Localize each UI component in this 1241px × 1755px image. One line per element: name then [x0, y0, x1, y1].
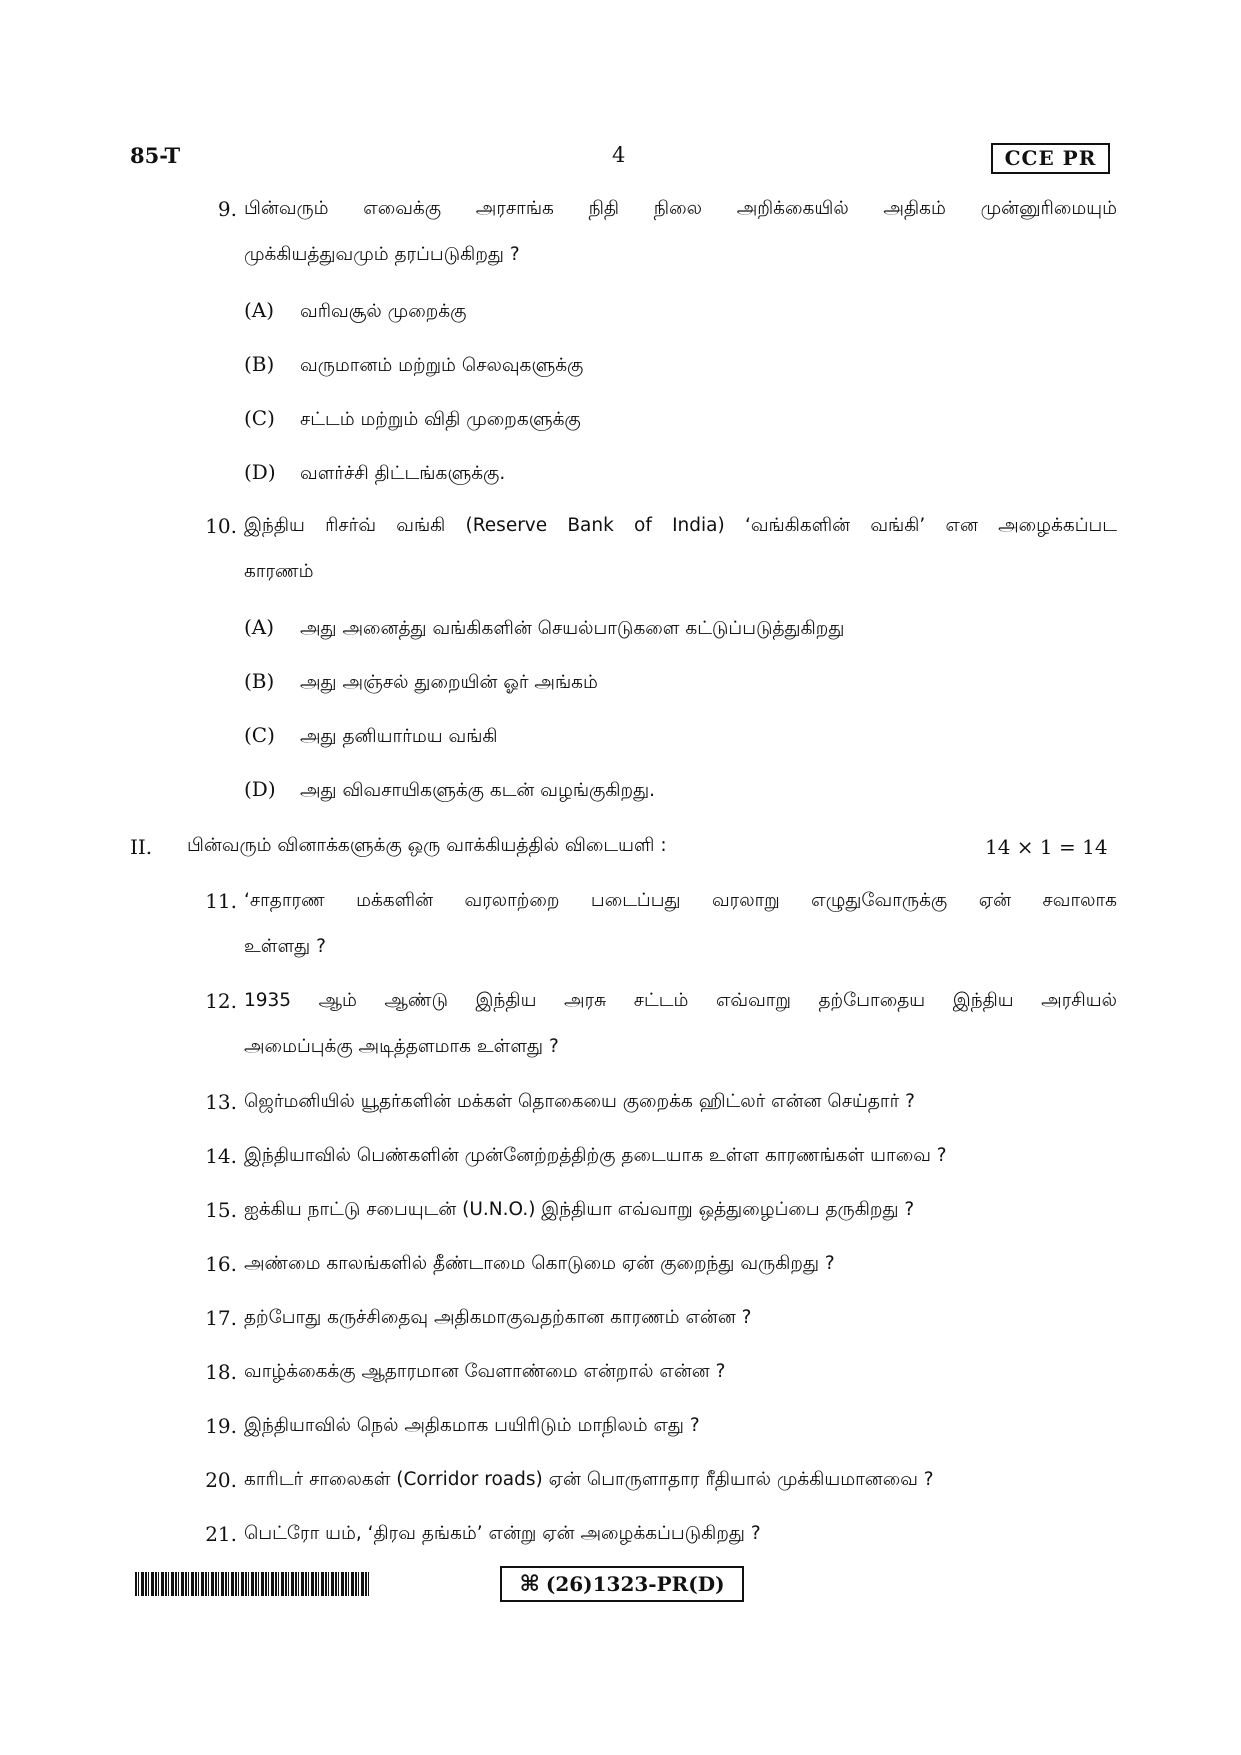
option-text: சட்டம் மற்றும் விதி முறைகளுக்கு: [300, 409, 581, 430]
question-text-line2: முக்கியத்துவமும் தரப்படுகிறது ?: [244, 244, 520, 265]
question-text: ஜெர்மனியில் யூதர்களின் மக்கள் தொகையை குறைக்க ஹிட்லர் என்ன செய்தார் ?: [244, 1091, 915, 1112]
option-text: வரிவசூல் முறைக்கு: [300, 301, 467, 322]
option-text: வருமானம் மற்றும் செலவுகளுக்கு: [300, 355, 584, 376]
question-number: 20.: [205, 1468, 237, 1492]
question-number: 10.: [205, 514, 237, 538]
question-text: தற்போது கருச்சிதைவு அதிகமாகுவதற்கான காரணம் என்ன ?: [244, 1307, 752, 1328]
option-10c: [244, 723, 498, 749]
option-label: (D): [244, 777, 276, 801]
option-10b: [244, 669, 598, 695]
question-number: 19.: [205, 1414, 237, 1438]
section-numeral: II.: [130, 835, 153, 859]
question-text-line2: உள்ளது ?: [244, 936, 326, 957]
option-10a: [244, 615, 844, 641]
question-text: இந்தியாவில் பெண்களின் முன்னேற்றத்திற்கு தடையாக உள்ள காரணங்கள் யாவை ?: [244, 1145, 947, 1166]
option-label: (C): [244, 723, 275, 747]
paper-badge: CCE PR: [991, 143, 1110, 174]
command-icon: ⌘: [519, 1571, 540, 1597]
question-number: 18.: [205, 1360, 237, 1384]
question-number: 16.: [205, 1252, 237, 1276]
section-marks: 14 × 1 = 14: [985, 835, 1108, 859]
question-number: 9.: [217, 197, 237, 221]
option-text: வளர்ச்சி திட்டங்களுக்கு.: [300, 463, 506, 484]
option-label: (B): [244, 352, 275, 376]
question-text-line2: காரணம்: [244, 561, 314, 582]
barcode-image: [135, 1572, 369, 1596]
question-text: இந்தியாவில் நெல் அதிகமாக பயிரிடும் மாநிலம் எது ?: [244, 1415, 700, 1436]
section-instruction: பின்வரும் வினாக்களுக்கு ஒரு வாக்கியத்தில் விடையளி :: [187, 835, 667, 856]
option-10d: [244, 777, 655, 803]
option-text: அது தனியார்மய வங்கி: [300, 726, 498, 747]
question-text-line1: இந்திய ரிசர்வ் வங்கி (Reserve Bank of India) ‘வங்கிகளின் வங்கி’ என அழைக்கப்பட: [244, 515, 1117, 536]
question-number: 12.: [205, 989, 237, 1013]
option-label: (A): [244, 298, 275, 322]
option-label: (D): [244, 460, 276, 484]
footer-code: (26)1323-PR(D): [545, 1572, 725, 1596]
option-label: (B): [244, 669, 275, 693]
question-number: 17.: [205, 1306, 237, 1330]
question-text-line2: அமைப்புக்கு அடித்தளமாக உள்ளது ?: [244, 1036, 559, 1057]
question-text: வாழ்க்கைக்கு ஆதாரமான வேளாண்மை என்றால் என்ன ?: [244, 1361, 726, 1382]
page-number: 4: [612, 143, 626, 167]
option-label: (C): [244, 406, 275, 430]
option-9b: [244, 352, 583, 378]
question-number: 15.: [205, 1198, 237, 1222]
question-number: 11.: [205, 889, 237, 913]
option-text: அது விவசாயிகளுக்கு கடன் வழங்குகிறது.: [300, 780, 656, 801]
option-text: அது அனைத்து வங்கிகளின் செயல்பாடுகளை கட்டுப்படுத்துகிறது: [300, 618, 845, 639]
question-text: அண்மை காலங்களில் தீண்டாமை கொடுமை ஏன் குறைந்து வருகிறது ?: [244, 1253, 835, 1274]
footer-code-box: [500, 1566, 744, 1602]
option-9d: [244, 460, 505, 486]
question-text-line1: 1935 ஆம் ஆண்டு இந்திய அரசு சட்டம் எவ்வாறு தற்போதைய இந்திய அரசியல்: [244, 990, 1117, 1011]
option-label: (A): [244, 615, 275, 639]
question-text-line1: ‘சாதாரண மக்களின் வரலாற்றை படைப்பது வரலாறு எழுதுவோருக்கு ஏன் சவாலாக: [244, 890, 1117, 911]
question-text: ஐக்கிய நாட்டு சபையுடன் (U.N.O.) இந்தியா எவ்வாறு ஒத்துழைப்பை தருகிறது ?: [244, 1199, 915, 1220]
option-9c: [244, 406, 581, 432]
option-9a: [244, 298, 466, 324]
question-number: 14.: [205, 1144, 237, 1168]
option-text: அது அஞ்சல் துறையின் ஓர் அங்கம்: [300, 672, 598, 693]
question-text-line1: பின்வரும் எவைக்கு அரசாங்க நிதி நிலை அறிக்கையில் அதிகம் முன்னுரிமையும்: [244, 198, 1117, 219]
question-text: பெட்ரோ யம், ‘திரவ தங்கம்’ என்று ஏன் அழைக்கப்படுகிறது ?: [244, 1523, 761, 1544]
question-number: 21.: [205, 1522, 237, 1546]
question-text: காரிடர் சாலைகள் (Corridor roads) ஏன் பொருளாதார ரீதியால் முக்கியமானவை ?: [244, 1469, 934, 1490]
paper-code: 85-T: [130, 143, 181, 168]
question-number: 13.: [205, 1090, 237, 1114]
